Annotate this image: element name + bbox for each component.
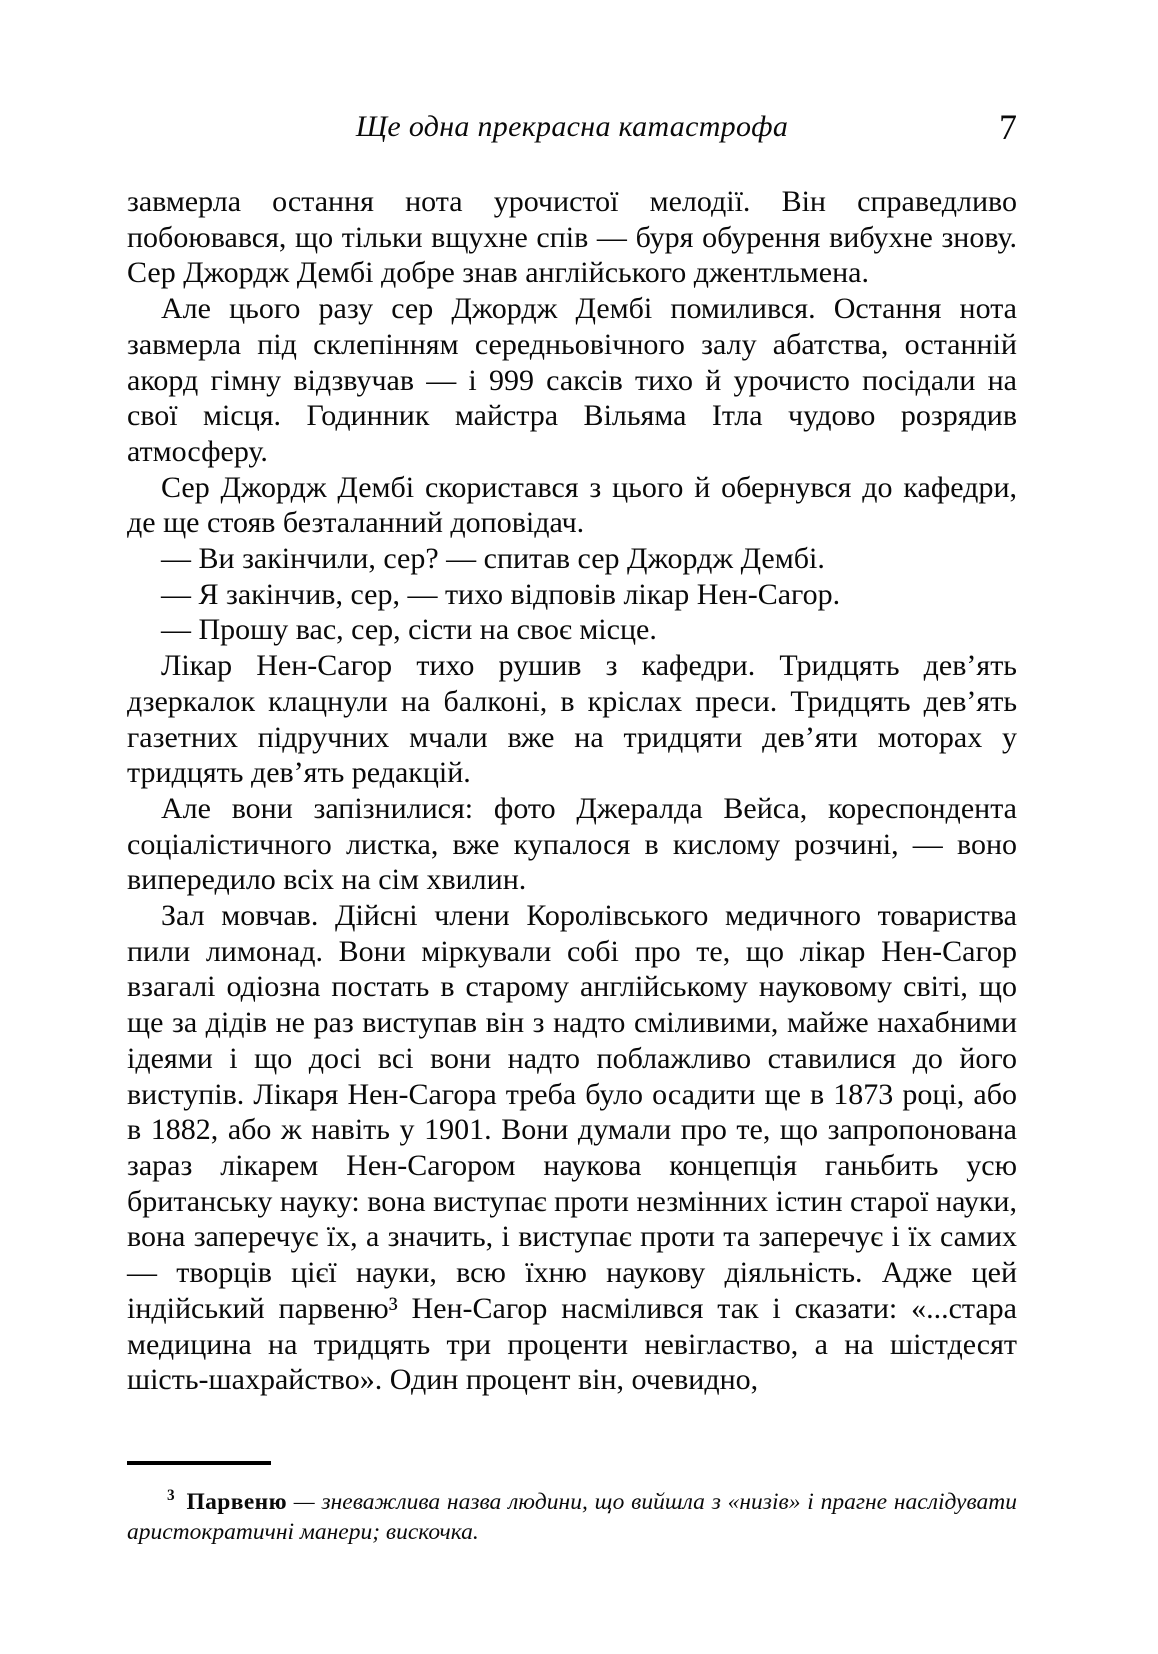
footnote-marker: 3 [167, 1487, 175, 1504]
body-text [127, 184, 1017, 1398]
footnote [127, 1481, 1017, 1547]
footnote-term: Парвеню [186, 1488, 287, 1515]
paragraph: Лікар Нен-Сагор тихо рушив з кафедри. Тридцять дев’ять дзеркалок клацнули на балконі, в кріслах преси. Тридцять дев’ять газетних підручних мчали вже на тридцяти дев’яти моторах у тридцять дев’ять редакцій. [127, 649, 1017, 790]
running-header [127, 107, 1017, 154]
page-number: 7 [999, 107, 1017, 147]
paragraph: Сер Джордж Дембі скористався з цього й обернувся до кафедри, де ще стояв безталанний доповідач. [127, 470, 1017, 540]
dialogue-line: — Прошу вас, сер, сісти на своє місце. [161, 613, 657, 647]
footnote-separator-rule [127, 1461, 271, 1465]
dialogue-line: — Я закінчив, сер, — тихо відповів лікар Нен-Сагор. [161, 577, 841, 611]
paragraph-continuation: завмерла остання нота урочистої мелодії. Він справедливо побоювався, що тільки вщухне спів — буря обурення вибухне знову. Сер Джордж Дембі добре знав англійського джентльмена. [127, 185, 1017, 290]
footnote-definition: — зневажлива назва людини, що вийшла з «низів» і прагне наслідувати аристократичні манери; вискочка. [127, 1488, 1018, 1545]
dialogue-line: — Ви закінчили, сер? — спитав сер Джордж Дембі. [161, 542, 825, 576]
chapter-title: Ще одна прекрасна катастрофа [355, 110, 789, 143]
paragraph: Але цього разу сер Джордж Дембі помилився. Остання нота завмерла під склепінням середньовічного залу абатства, останній акорд гімну відзвучав — і 999 саксів тихо й урочисто посідали на свої місця. Годинник майстра Вільяма Ітла чудово розрядив атмосферу. [127, 292, 1017, 468]
paragraph: Але вони запізнилися: фото Джералда Вейса, кореспондента соціалістичного листка, вже купалося в кислому розчині, — воно випередило всіх на сім хвилин. [127, 791, 1017, 897]
paragraph: Зал мовчав. Дійсні члени Королівського медичного товариства пили лимонад. Вони міркували собі про те, що лікар Нен-Сагор взагалі одіозна постать в старому англійському науковому світі, що ще за дідів не раз виступав він з надто сміливими, майже нахабними ідеями і що досі всі вони надто поблажливо ставилися до його виступів. Лікаря Нен-Сагора треба було осадити ще в 1873 році, або в 1882, або ж навіть у 1901. Вони думали про те, що запропонована зараз лікарем Нен-Сагором наукова концепція ганьбить усю британську науку: вона виступає проти незмінних істин старої науки, вона заперечує їх, а значить, і виступає проти та заперечує і їх самих — творців цієї науки, всю їхню наукову діяльність. Адже цей індійський парвеню³ Нен-Сагор насмілився так і сказати: «...стара медицина на тридцять три проценти невігластво, а на шістдесят шість-шахрайство». Один процент він, очевидно, [127, 899, 1017, 1397]
